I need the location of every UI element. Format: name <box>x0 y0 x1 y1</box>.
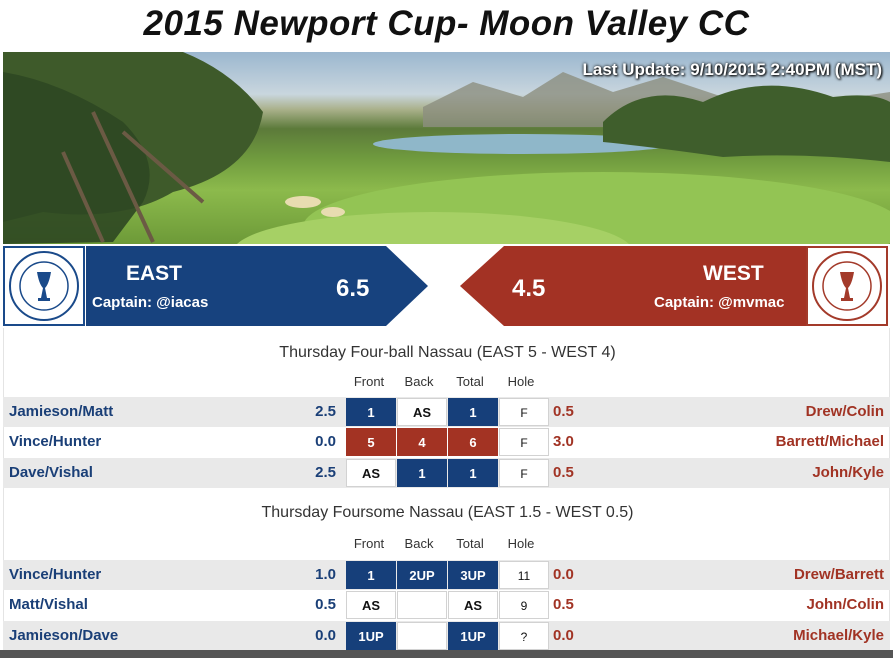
front-status-cell: AS <box>346 591 396 619</box>
match-row[interactable] <box>3 427 890 457</box>
east-points: 1.0 <box>315 566 336 583</box>
hole-cell: 11 <box>499 561 549 589</box>
col-back: Back <box>404 374 434 389</box>
total-status-cell: 3UP <box>448 561 498 589</box>
front-status-cell: 1 <box>346 398 396 426</box>
west-pair-name: John/Kyle <box>812 464 884 481</box>
east-pair-name: Vince/Hunter <box>9 433 102 450</box>
col-back: Back <box>404 536 434 551</box>
match-row[interactable] <box>3 458 890 488</box>
page-title: 2015 Newport Cup- Moon Valley CC <box>143 4 750 43</box>
west-points: 0.0 <box>553 566 574 583</box>
back-status-cell <box>397 622 447 650</box>
back-status-cell: 1 <box>397 459 447 487</box>
east-points: 0.5 <box>315 596 336 613</box>
west-points: 0.5 <box>553 596 574 613</box>
section-title: Thursday Foursome Nassau (EAST 1.5 - WEST 0.5) <box>261 504 634 521</box>
west-captain: Captain: @mvmac <box>654 294 785 311</box>
hole-cell: 9 <box>499 591 549 619</box>
east-team-banner <box>86 246 431 326</box>
match-row[interactable] <box>3 397 890 427</box>
total-status-cell: 6 <box>448 428 498 456</box>
west-pair-name: Drew/Barrett <box>793 566 884 583</box>
total-status-cell: 1 <box>448 398 498 426</box>
west-team-name: WEST <box>703 262 764 285</box>
total-status-cell: 1UP <box>448 622 498 650</box>
east-score: 6.5 <box>336 275 370 302</box>
sand-trap-logo-east <box>3 246 85 326</box>
col-total: Total <box>456 374 484 389</box>
golf-course-illustration <box>3 52 890 244</box>
west-pair-name: Drew/Colin <box>805 403 884 420</box>
front-status-cell: 5 <box>346 428 396 456</box>
east-points: 2.5 <box>315 464 336 481</box>
east-pair-name: Matt/Vishal <box>9 596 88 613</box>
course-photo <box>3 52 890 244</box>
west-points: 0.5 <box>553 464 574 481</box>
col-hole: Hole <box>507 374 535 389</box>
east-pair-name: Vince/Hunter <box>9 566 102 583</box>
team-scoreboard <box>0 244 893 328</box>
col-front: Front <box>353 536 385 551</box>
total-status-cell: 1 <box>448 459 498 487</box>
match-row[interactable] <box>3 590 890 620</box>
west-points: 3.0 <box>553 433 574 450</box>
west-points: 0.5 <box>553 403 574 420</box>
west-score: 4.5 <box>512 275 546 302</box>
east-points: 2.5 <box>315 403 336 420</box>
col-total: Total <box>456 536 484 551</box>
back-status-cell: AS <box>397 398 447 426</box>
section-title: Thursday Four-ball Nassau (EAST 5 - WEST 4) <box>279 344 616 361</box>
back-status-cell: 2UP <box>397 561 447 589</box>
east-pair-name: Dave/Vishal <box>9 464 93 481</box>
match-row[interactable] <box>3 621 890 651</box>
hole-cell: F <box>499 398 549 426</box>
sand-trap-logo-west <box>806 246 888 326</box>
front-status-cell: AS <box>346 459 396 487</box>
west-pair-name: Michael/Kyle <box>793 627 884 644</box>
east-pair-name: Jamieson/Dave <box>9 627 119 644</box>
hole-cell: ? <box>499 622 549 650</box>
total-status-cell: AS <box>448 591 498 619</box>
last-update-text: Last Update: 9/10/2015 2:40PM (MST) <box>582 60 882 79</box>
hole-cell: F <box>499 428 549 456</box>
col-front: Front <box>353 374 385 389</box>
bottom-divider <box>0 650 893 658</box>
east-points: 0.0 <box>315 627 336 644</box>
west-pair-name: John/Colin <box>806 596 884 613</box>
front-status-cell: 1 <box>346 561 396 589</box>
west-pair-name: Barrett/Michael <box>775 433 884 450</box>
col-hole: Hole <box>507 536 535 551</box>
east-points: 0.0 <box>315 433 336 450</box>
east-pair-name: Jamieson/Matt <box>9 403 114 420</box>
west-points: 0.0 <box>553 627 574 644</box>
east-team-name: EAST <box>126 262 183 285</box>
back-status-cell: 4 <box>397 428 447 456</box>
hole-cell: F <box>499 459 549 487</box>
match-row[interactable] <box>3 560 890 590</box>
east-captain: Captain: @iacas <box>92 294 209 311</box>
back-status-cell <box>397 591 447 619</box>
front-status-cell: 1UP <box>346 622 396 650</box>
